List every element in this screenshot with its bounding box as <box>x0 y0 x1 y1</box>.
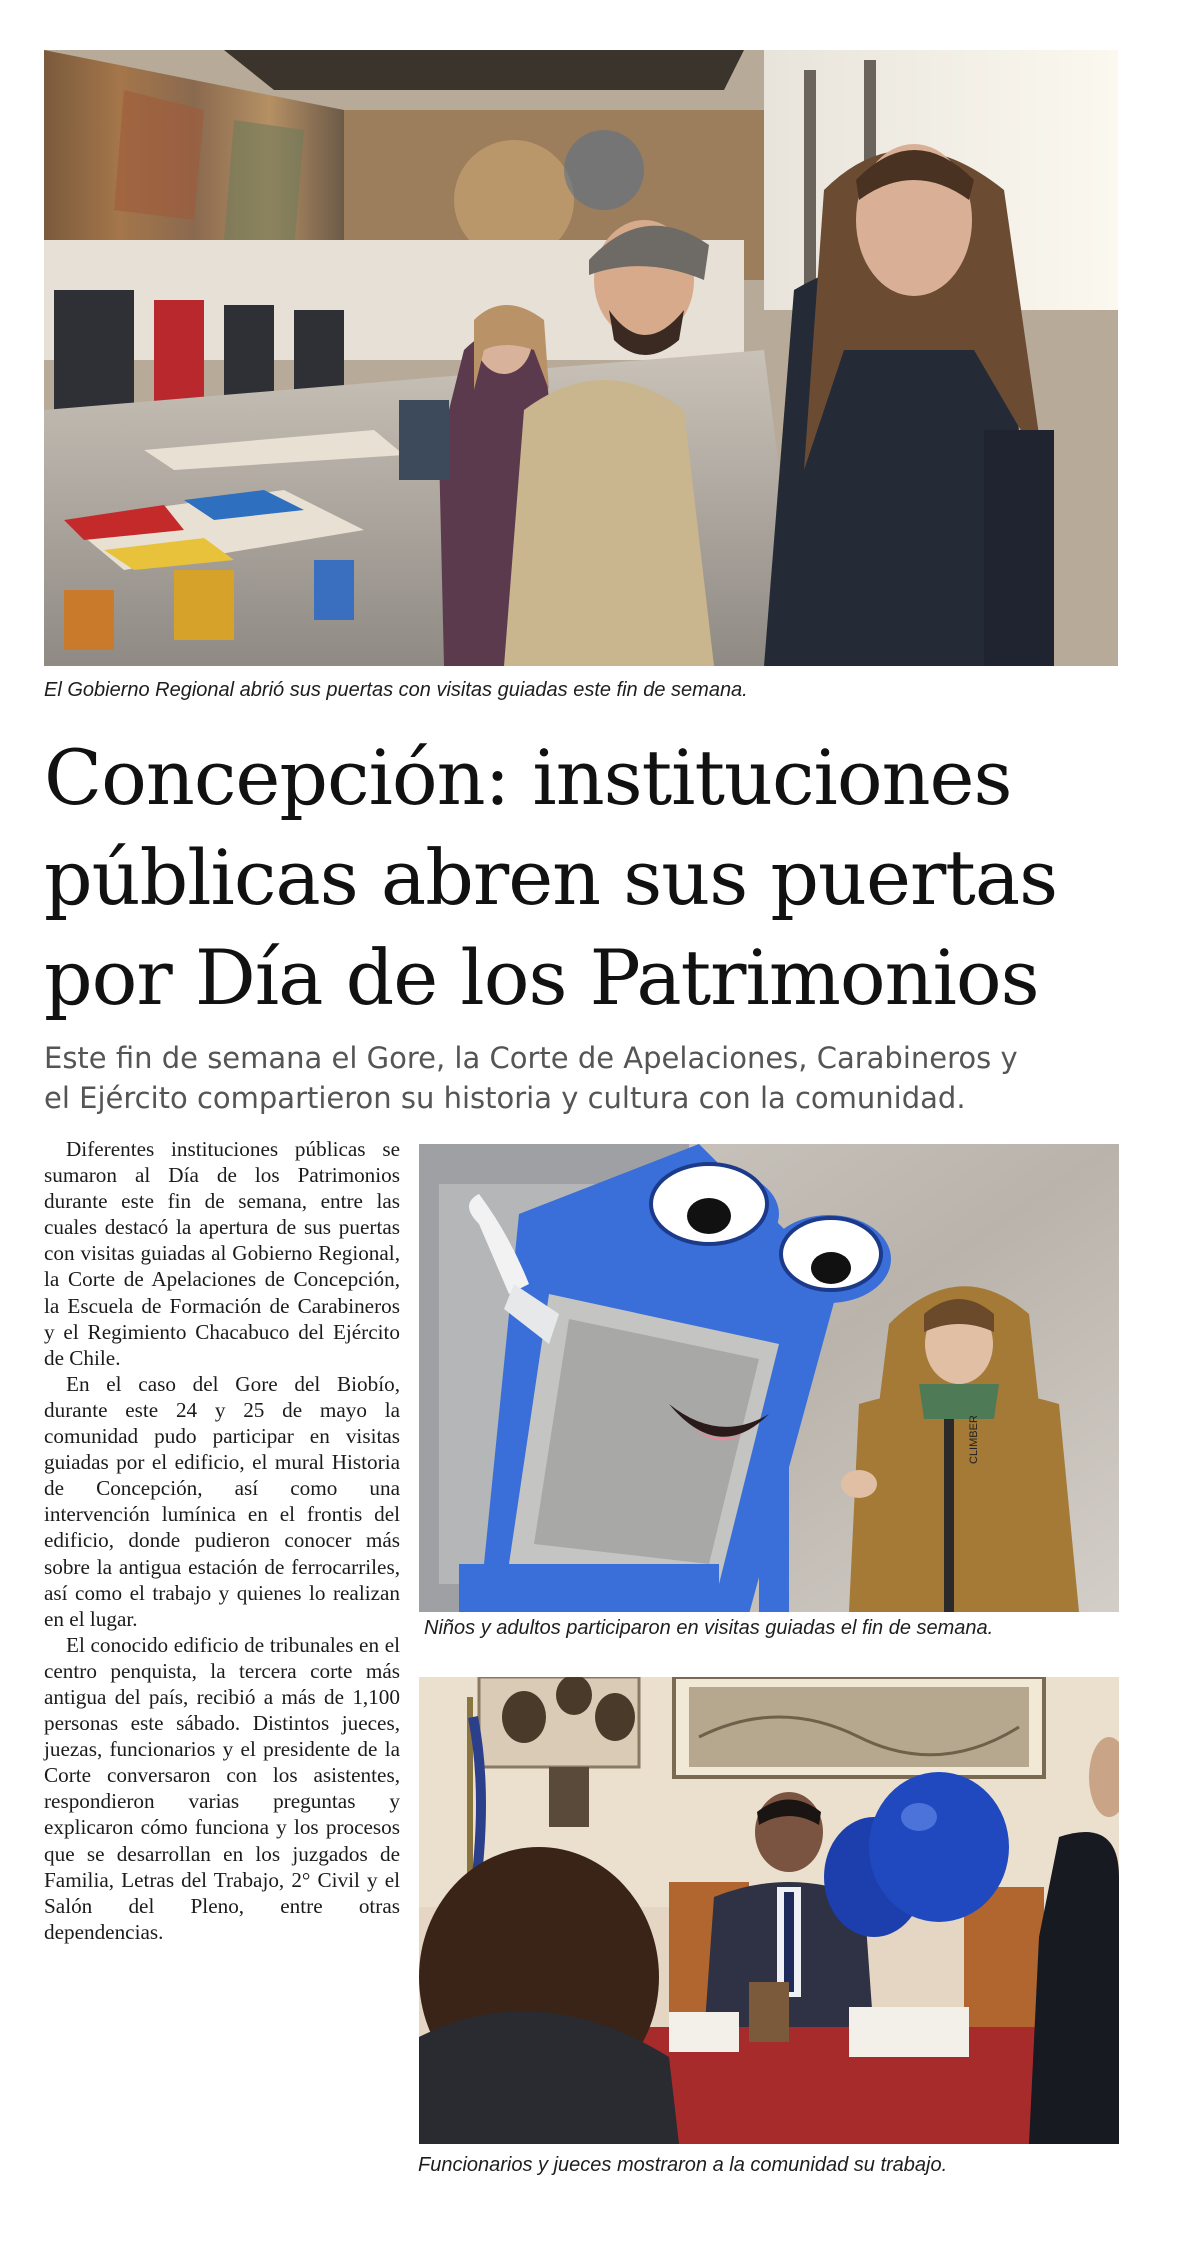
middle-photo-caption: Niños y adultos participaron en visitas guiadas el fin de semana. <box>424 1617 994 1639</box>
body-paragraph: En el caso del Gore del Biobío, durante este 24 y 25 de mayo la comunidad pudo participar en visitas guiadas por el edificio, el mural Historia de Concepción, así como una intervención lumínica en el frontis del edificio, donde pudieron conocer más sobre la antigua estación de ferrocarriles, así como el trabajo y quienes lo realizan en el lugar. <box>44 1371 400 1631</box>
deck-line: Este fin de semana el Gore, la Corte de Apelaciones, Carabineros y <box>44 1041 1018 1075</box>
deck-subheadline <box>44 1038 1154 1118</box>
top-photo-caption: El Gobierno Regional abrió sus puertas con visitas guiadas este fin de semana. <box>44 679 748 701</box>
balloon <box>869 1772 1009 1922</box>
bottom-photo-caption: Funcionarios y jueces mostraron a la comunidad su trabajo. <box>418 2154 948 2176</box>
bottom-photo <box>419 1677 1119 2144</box>
body-paragraph: Diferentes instituciones públicas se sumaron al Día de los Patrimonios durante este fin de semana, entre las cuales destacó la apertura de sus puertas con visitas guiadas al Gobierno Regional, la Corte de Apelaciones de Concepción, la Escuela de Formación de Carabineros y el Regimiento Chacabuco del Ejército de Chile. <box>44 1137 400 1370</box>
deck-line: el Ejército compartieron su historia y cultura con la comunidad. <box>44 1081 966 1115</box>
jacket-label: CLIMBER <box>968 1415 980 1464</box>
top-photo <box>44 50 1118 666</box>
body-paragraph: El conocido edificio de tribunales en el centro penquista, la tercera corte más antigua del país, recibió a más de 1,100 personas este sábado. Distintos jueces, juezas, funcionarios y el presidente de la Corte conversaron con los asistentes, respondieron varias preguntas y explicaron cómo funciona y los procesos que se desarrollan en los juzgados de Familia, Letras del Trabajo, 2° Civil y el Salón del Pleno, entre otras dependencias. <box>44 1632 400 1944</box>
headline-line: Concepción: instituciones <box>44 733 1012 822</box>
headline <box>44 728 1144 1028</box>
article-body <box>44 1136 400 1945</box>
headline-line: públicas abren sus puertas <box>44 833 1058 922</box>
middle-photo <box>419 1144 1119 1612</box>
headline-line: por Día de los Patrimonios <box>44 933 1039 1022</box>
